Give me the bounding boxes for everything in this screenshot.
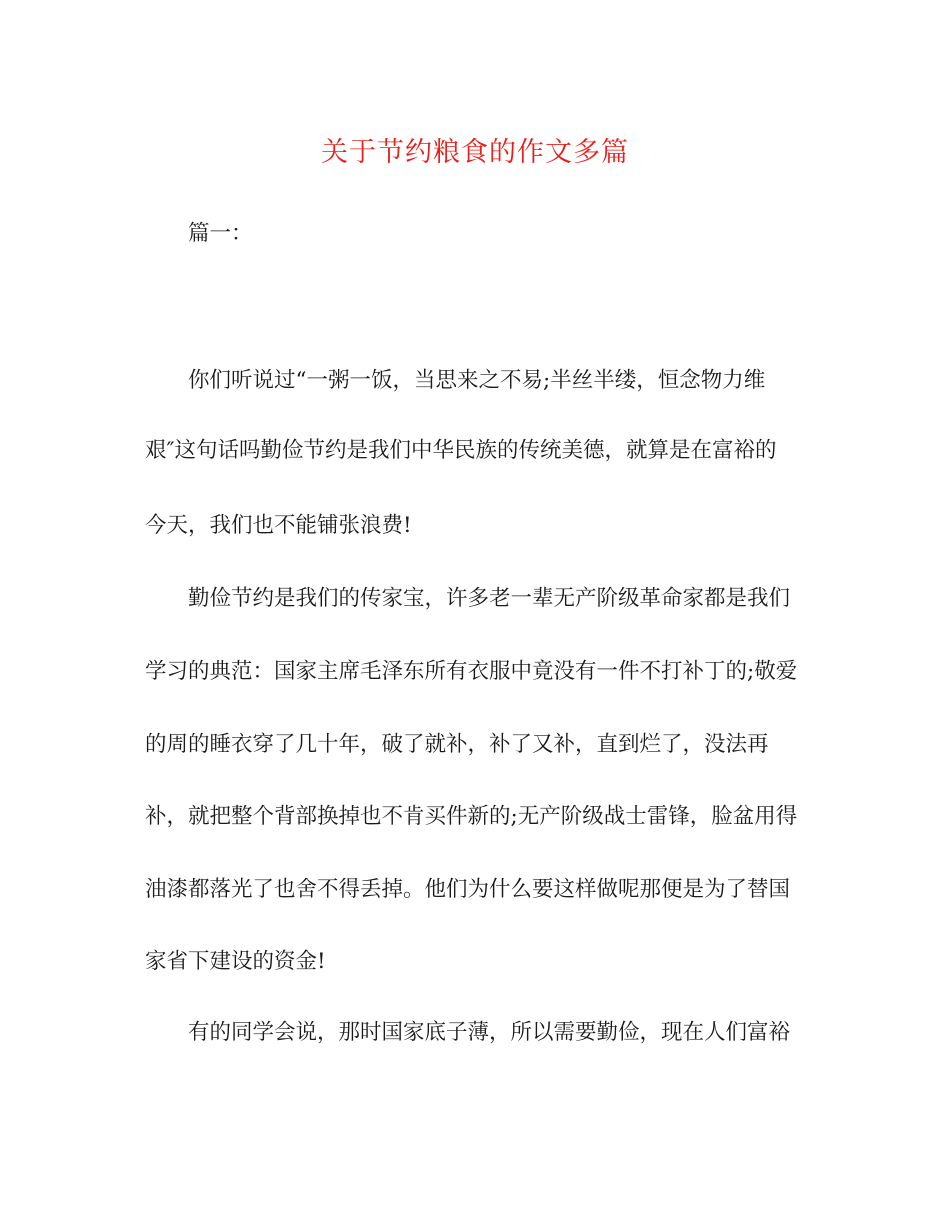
text-line: 有的同学会说，那时国家底子薄，所以需要勤俭，现在人们富裕 xyxy=(188,1020,791,1045)
text-line: 艰″这句话吗勤俭节约是我们中华民族的传统美德，就算是在富裕的 xyxy=(145,438,777,463)
section-heading: 篇一： xyxy=(188,221,253,246)
text-line: 的周的睡衣穿了几十年，破了就补，补了又补，直到烂了，没法再 xyxy=(145,732,769,757)
text-line: 你们听说过“一粥一饭，当思来之不易;半丝半缕，恒念物力维 xyxy=(188,368,766,393)
text-line: 家省下建设的资金! xyxy=(145,949,326,974)
document-title: 关于节约粮食的作文多篇 xyxy=(321,137,629,168)
text-line: 今天，我们也不能铺张浪费! xyxy=(145,513,412,538)
text-line: 补，就把整个背部换掉也不肯买件新的;无产阶级战士雷锋，脸盆用得 xyxy=(145,804,798,829)
text-line: 油漆都落光了也舍不得丢掉。他们为什么要这样做呢那便是为了替国 xyxy=(145,877,791,902)
text-line: 勤俭节约是我们的传家宝，许多老一辈无产阶级革命家都是我们 xyxy=(188,586,791,611)
text-line: 学习的典范：国家主席毛泽东所有衣服中竟没有一件不打补丁的;敬爱 xyxy=(145,659,798,684)
